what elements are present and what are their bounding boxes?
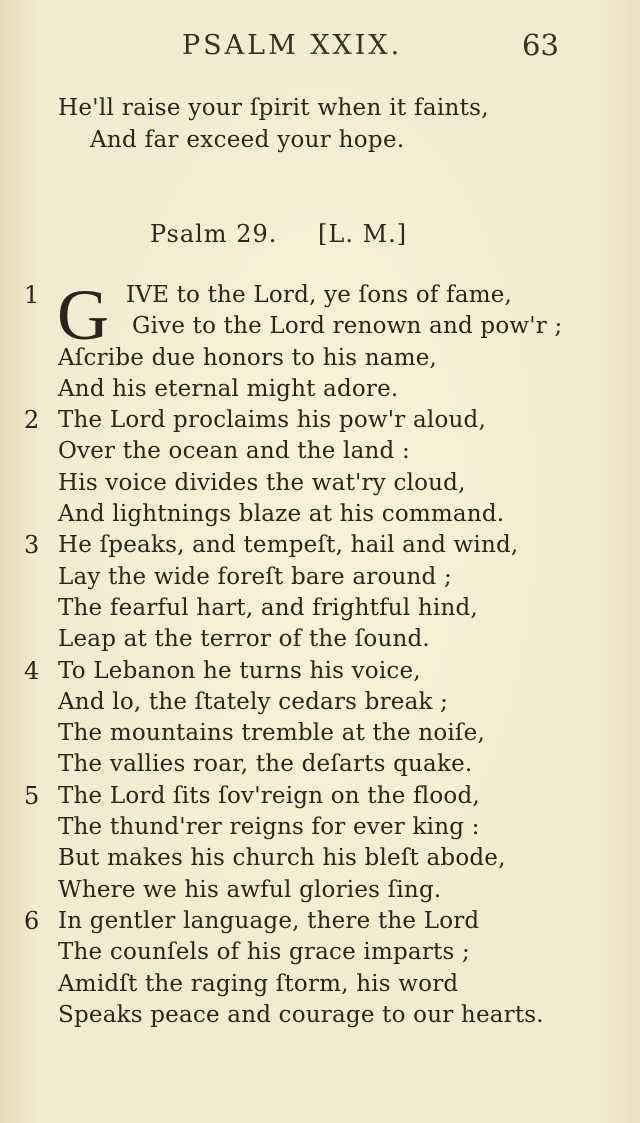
verse-text: And his eternal might adore. — [58, 375, 399, 402]
stanza-number: 3 — [24, 531, 40, 560]
verse-line — [0, 343, 640, 374]
verse-line — [0, 875, 640, 906]
verse-text: The thund'rer reigns for ever king : — [58, 814, 480, 841]
verse-text: Over the ocean and the land : — [58, 438, 410, 465]
verse-line — [0, 687, 640, 718]
verse-text: Give to the Lord renown and pow'r ; — [132, 313, 563, 340]
verse-line — [0, 624, 640, 655]
verse-line — [0, 374, 640, 405]
verse-text: The mountains tremble at the noiſe, — [58, 720, 485, 747]
stanza-number: 5 — [24, 781, 40, 810]
verse-line — [0, 843, 640, 874]
verse-text: The fearful hart, and frightful hind, — [58, 594, 478, 621]
verse-line — [0, 1000, 640, 1031]
verse-line — [0, 436, 640, 467]
psalm-number: 29. — [236, 220, 278, 248]
psalm-meter: [L. M.] — [318, 220, 408, 248]
verse-text: He ſpeaks, and tempeſt, hail and wind, — [58, 532, 519, 559]
verse-line — [0, 656, 640, 687]
verse-line — [0, 781, 640, 812]
verse-text: The Lord ſits ſov'reign on the flood, — [58, 782, 480, 809]
page-number: 63 — [522, 28, 559, 62]
verse-text: The Lord proclaims his pow'r aloud, — [58, 407, 486, 434]
verse-line — [0, 280, 640, 311]
drop-cap-letter: G — [57, 275, 109, 355]
verse-line: He'll raise your ſpirit when it faints, — [58, 95, 489, 121]
verse-text: Speaks peace and courage to our hearts. — [58, 1001, 544, 1028]
verse-text: Where we his awful glories ſing. — [58, 876, 442, 903]
verse-text: And lightnings blaze at his command. — [58, 501, 505, 528]
verse-line — [0, 749, 640, 780]
psalm-stanzas — [0, 275, 640, 1031]
verse-text: But makes his church his bleſt abode, — [58, 845, 506, 872]
psalm-heading — [150, 220, 407, 248]
verse-line — [0, 906, 640, 937]
verse-line — [0, 937, 640, 968]
verse-text: His voice divides the wat'ry cloud, — [58, 469, 466, 496]
running-head-title: PSALM XXIX. — [182, 30, 403, 61]
verse-line — [0, 562, 640, 593]
verse-line: And far exceed your hope. — [90, 127, 405, 153]
verse-text: The counſels of his grace imparts ; — [58, 939, 470, 966]
verse-line — [0, 311, 640, 342]
verse-line — [0, 593, 640, 624]
verse-text: IVE to the Lord, ye ſons of fame, — [126, 282, 513, 308]
verse-text: Amidſt the raging ſtorm, his word — [58, 970, 459, 997]
verse-line — [0, 405, 640, 436]
psalm-label: Psalm — [150, 220, 228, 248]
stanza-number: 4 — [24, 656, 40, 685]
verse-line — [0, 499, 640, 530]
verse-line — [0, 530, 640, 561]
stanza-number: 6 — [24, 906, 40, 935]
verse-text: Lay the wide foreſt bare around ; — [58, 563, 452, 590]
verse-text: And lo, the ſtately cedars break ; — [58, 688, 449, 715]
verse-text: Leap at the terror of the ſound. — [58, 626, 430, 653]
verse-text: The vallies roar, the deſarts quake. — [58, 751, 473, 778]
stanza-number: 2 — [24, 406, 40, 435]
verse-text: To Lebanon he turns his voice, — [58, 657, 421, 684]
verse-line — [0, 468, 640, 499]
previous-psalm-ending — [58, 92, 489, 156]
stanza-number: 1 — [24, 281, 40, 309]
verse-text: In gentler language, there the Lord — [58, 907, 480, 934]
verse-text: Aſcribe due honors to his name, — [58, 344, 438, 371]
verse-line — [0, 718, 640, 749]
verse-line — [0, 812, 640, 843]
verse-line — [0, 969, 640, 1000]
